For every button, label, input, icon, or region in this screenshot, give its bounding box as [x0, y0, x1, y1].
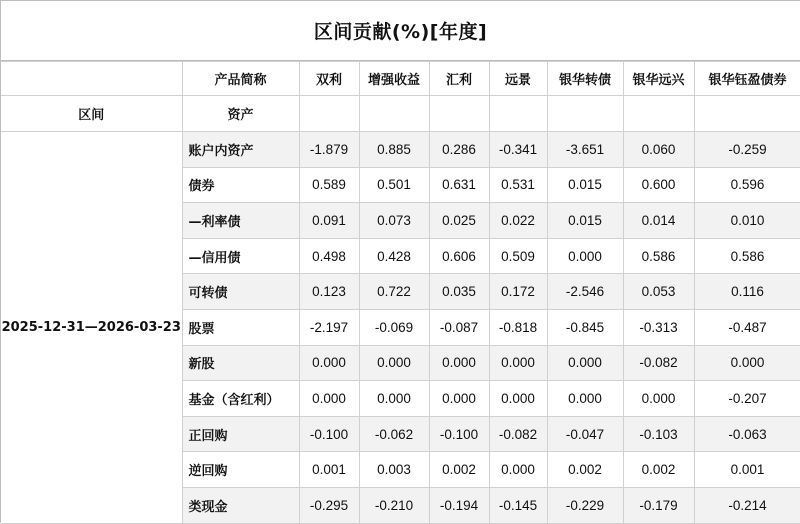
- value-cell: 0.428: [359, 238, 429, 274]
- value-cell: -0.210: [359, 487, 429, 523]
- product-header-5: 银华转债: [547, 62, 623, 96]
- header-row-asset: [1, 96, 800, 132]
- value-cell: 0.001: [694, 452, 800, 488]
- value-cell: 0.060: [623, 132, 694, 168]
- value-cell: 0.000: [547, 238, 623, 274]
- value-cell: 0.606: [429, 238, 489, 274]
- value-cell: -0.194: [429, 487, 489, 523]
- value-cell: 0.000: [489, 452, 547, 488]
- value-cell: -0.295: [299, 487, 359, 523]
- value-cell: -0.082: [623, 345, 694, 381]
- value-cell: 0.015: [547, 203, 623, 239]
- value-cell: -0.229: [547, 487, 623, 523]
- asset-cell: 股票: [182, 309, 299, 345]
- value-cell: -0.100: [429, 416, 489, 452]
- value-cell: -0.103: [623, 416, 694, 452]
- value-cell: 0.000: [489, 345, 547, 381]
- header-blank-cell: [1, 62, 182, 96]
- value-cell: 0.509: [489, 238, 547, 274]
- value-cell: 0.000: [547, 381, 623, 417]
- value-cell: 0.501: [359, 167, 429, 203]
- value-cell: 0.000: [359, 381, 429, 417]
- value-cell: -2.197: [299, 309, 359, 345]
- table-row: [1, 132, 800, 168]
- title-bar: [1, 0, 800, 61]
- value-cell: 0.000: [429, 345, 489, 381]
- value-cell: -0.047: [547, 416, 623, 452]
- value-cell: -0.207: [694, 381, 800, 417]
- header-empty-cell: [489, 96, 547, 132]
- product-header-6: 银华远兴: [623, 62, 694, 96]
- value-cell: 0.000: [429, 381, 489, 417]
- asset-cell: 账户内资产: [182, 132, 299, 168]
- value-cell: -0.063: [694, 416, 800, 452]
- value-cell: -2.546: [547, 274, 623, 310]
- product-header-2: 增强收益: [359, 62, 429, 96]
- asset-cell: 新股: [182, 345, 299, 381]
- product-header-3: 汇利: [429, 62, 489, 96]
- value-cell: 0.000: [623, 381, 694, 417]
- value-cell: 0.586: [623, 238, 694, 274]
- product-header-7: 银华钰盈债券: [694, 62, 800, 96]
- table-title: 区间贡献(%)[年度]: [313, 21, 488, 43]
- asset-cell: —利率债: [182, 203, 299, 239]
- value-cell: 0.001: [299, 452, 359, 488]
- value-cell: 0.002: [429, 452, 489, 488]
- asset-cell: 类现金: [182, 487, 299, 523]
- asset-cell: 基金（含红利）: [182, 381, 299, 417]
- asset-cell: 正回购: [182, 416, 299, 452]
- asset-label-cell: 资产: [182, 96, 299, 132]
- value-cell: 0.000: [489, 381, 547, 417]
- value-cell: 0.600: [623, 167, 694, 203]
- value-cell: -1.879: [299, 132, 359, 168]
- value-cell: 0.172: [489, 274, 547, 310]
- asset-cell: 逆回购: [182, 452, 299, 488]
- header-empty-cell: [299, 96, 359, 132]
- value-cell: 0.002: [623, 452, 694, 488]
- value-cell: 0.596: [694, 167, 800, 203]
- asset-cell: —信用债: [182, 238, 299, 274]
- asset-cell: 可转债: [182, 274, 299, 310]
- product-label-cell: 产品简称: [182, 62, 299, 96]
- value-cell: 0.000: [299, 345, 359, 381]
- value-cell: 0.286: [429, 132, 489, 168]
- period-label-cell: 区间: [1, 96, 182, 132]
- value-cell: 0.722: [359, 274, 429, 310]
- value-cell: 0.631: [429, 167, 489, 203]
- value-cell: 0.014: [623, 203, 694, 239]
- value-cell: 0.091: [299, 203, 359, 239]
- value-cell: -0.487: [694, 309, 800, 345]
- value-cell: 0.053: [623, 274, 694, 310]
- header-empty-cell: [694, 96, 800, 132]
- value-cell: 0.885: [359, 132, 429, 168]
- value-cell: -0.100: [299, 416, 359, 452]
- value-cell: -0.062: [359, 416, 429, 452]
- value-cell: 0.022: [489, 203, 547, 239]
- value-cell: -0.341: [489, 132, 547, 168]
- value-cell: -0.087: [429, 309, 489, 345]
- value-cell: 0.000: [547, 345, 623, 381]
- value-cell: 0.035: [429, 274, 489, 310]
- contribution-table: [1, 61, 800, 524]
- value-cell: 0.498: [299, 238, 359, 274]
- value-cell: 0.000: [694, 345, 800, 381]
- value-cell: 0.073: [359, 203, 429, 239]
- header-empty-cell: [429, 96, 489, 132]
- value-cell: 0.116: [694, 274, 800, 310]
- header-row-products: [1, 62, 800, 96]
- product-header-4: 远景: [489, 62, 547, 96]
- value-cell: 0.123: [299, 274, 359, 310]
- value-cell: -0.214: [694, 487, 800, 523]
- product-header-1: 双利: [299, 62, 359, 96]
- value-cell: 0.531: [489, 167, 547, 203]
- asset-cell: 债券: [182, 167, 299, 203]
- header-empty-cell: [547, 96, 623, 132]
- value-cell: -0.313: [623, 309, 694, 345]
- value-cell: -0.818: [489, 309, 547, 345]
- value-cell: 0.025: [429, 203, 489, 239]
- value-cell: 0.015: [547, 167, 623, 203]
- header-empty-cell: [359, 96, 429, 132]
- value-cell: 0.000: [299, 381, 359, 417]
- value-cell: -0.259: [694, 132, 800, 168]
- value-cell: -3.651: [547, 132, 623, 168]
- value-cell: -0.845: [547, 309, 623, 345]
- value-cell: -0.082: [489, 416, 547, 452]
- value-cell: 0.002: [547, 452, 623, 488]
- header-empty-cell: [623, 96, 694, 132]
- value-cell: -0.179: [623, 487, 694, 523]
- value-cell: 0.586: [694, 238, 800, 274]
- value-cell: 0.589: [299, 167, 359, 203]
- value-cell: 0.000: [359, 345, 429, 381]
- value-cell: 0.010: [694, 203, 800, 239]
- value-cell: -0.145: [489, 487, 547, 523]
- value-cell: -0.069: [359, 309, 429, 345]
- period-cell: 2025-12-31—2026-03-23: [1, 132, 182, 524]
- value-cell: 0.003: [359, 452, 429, 488]
